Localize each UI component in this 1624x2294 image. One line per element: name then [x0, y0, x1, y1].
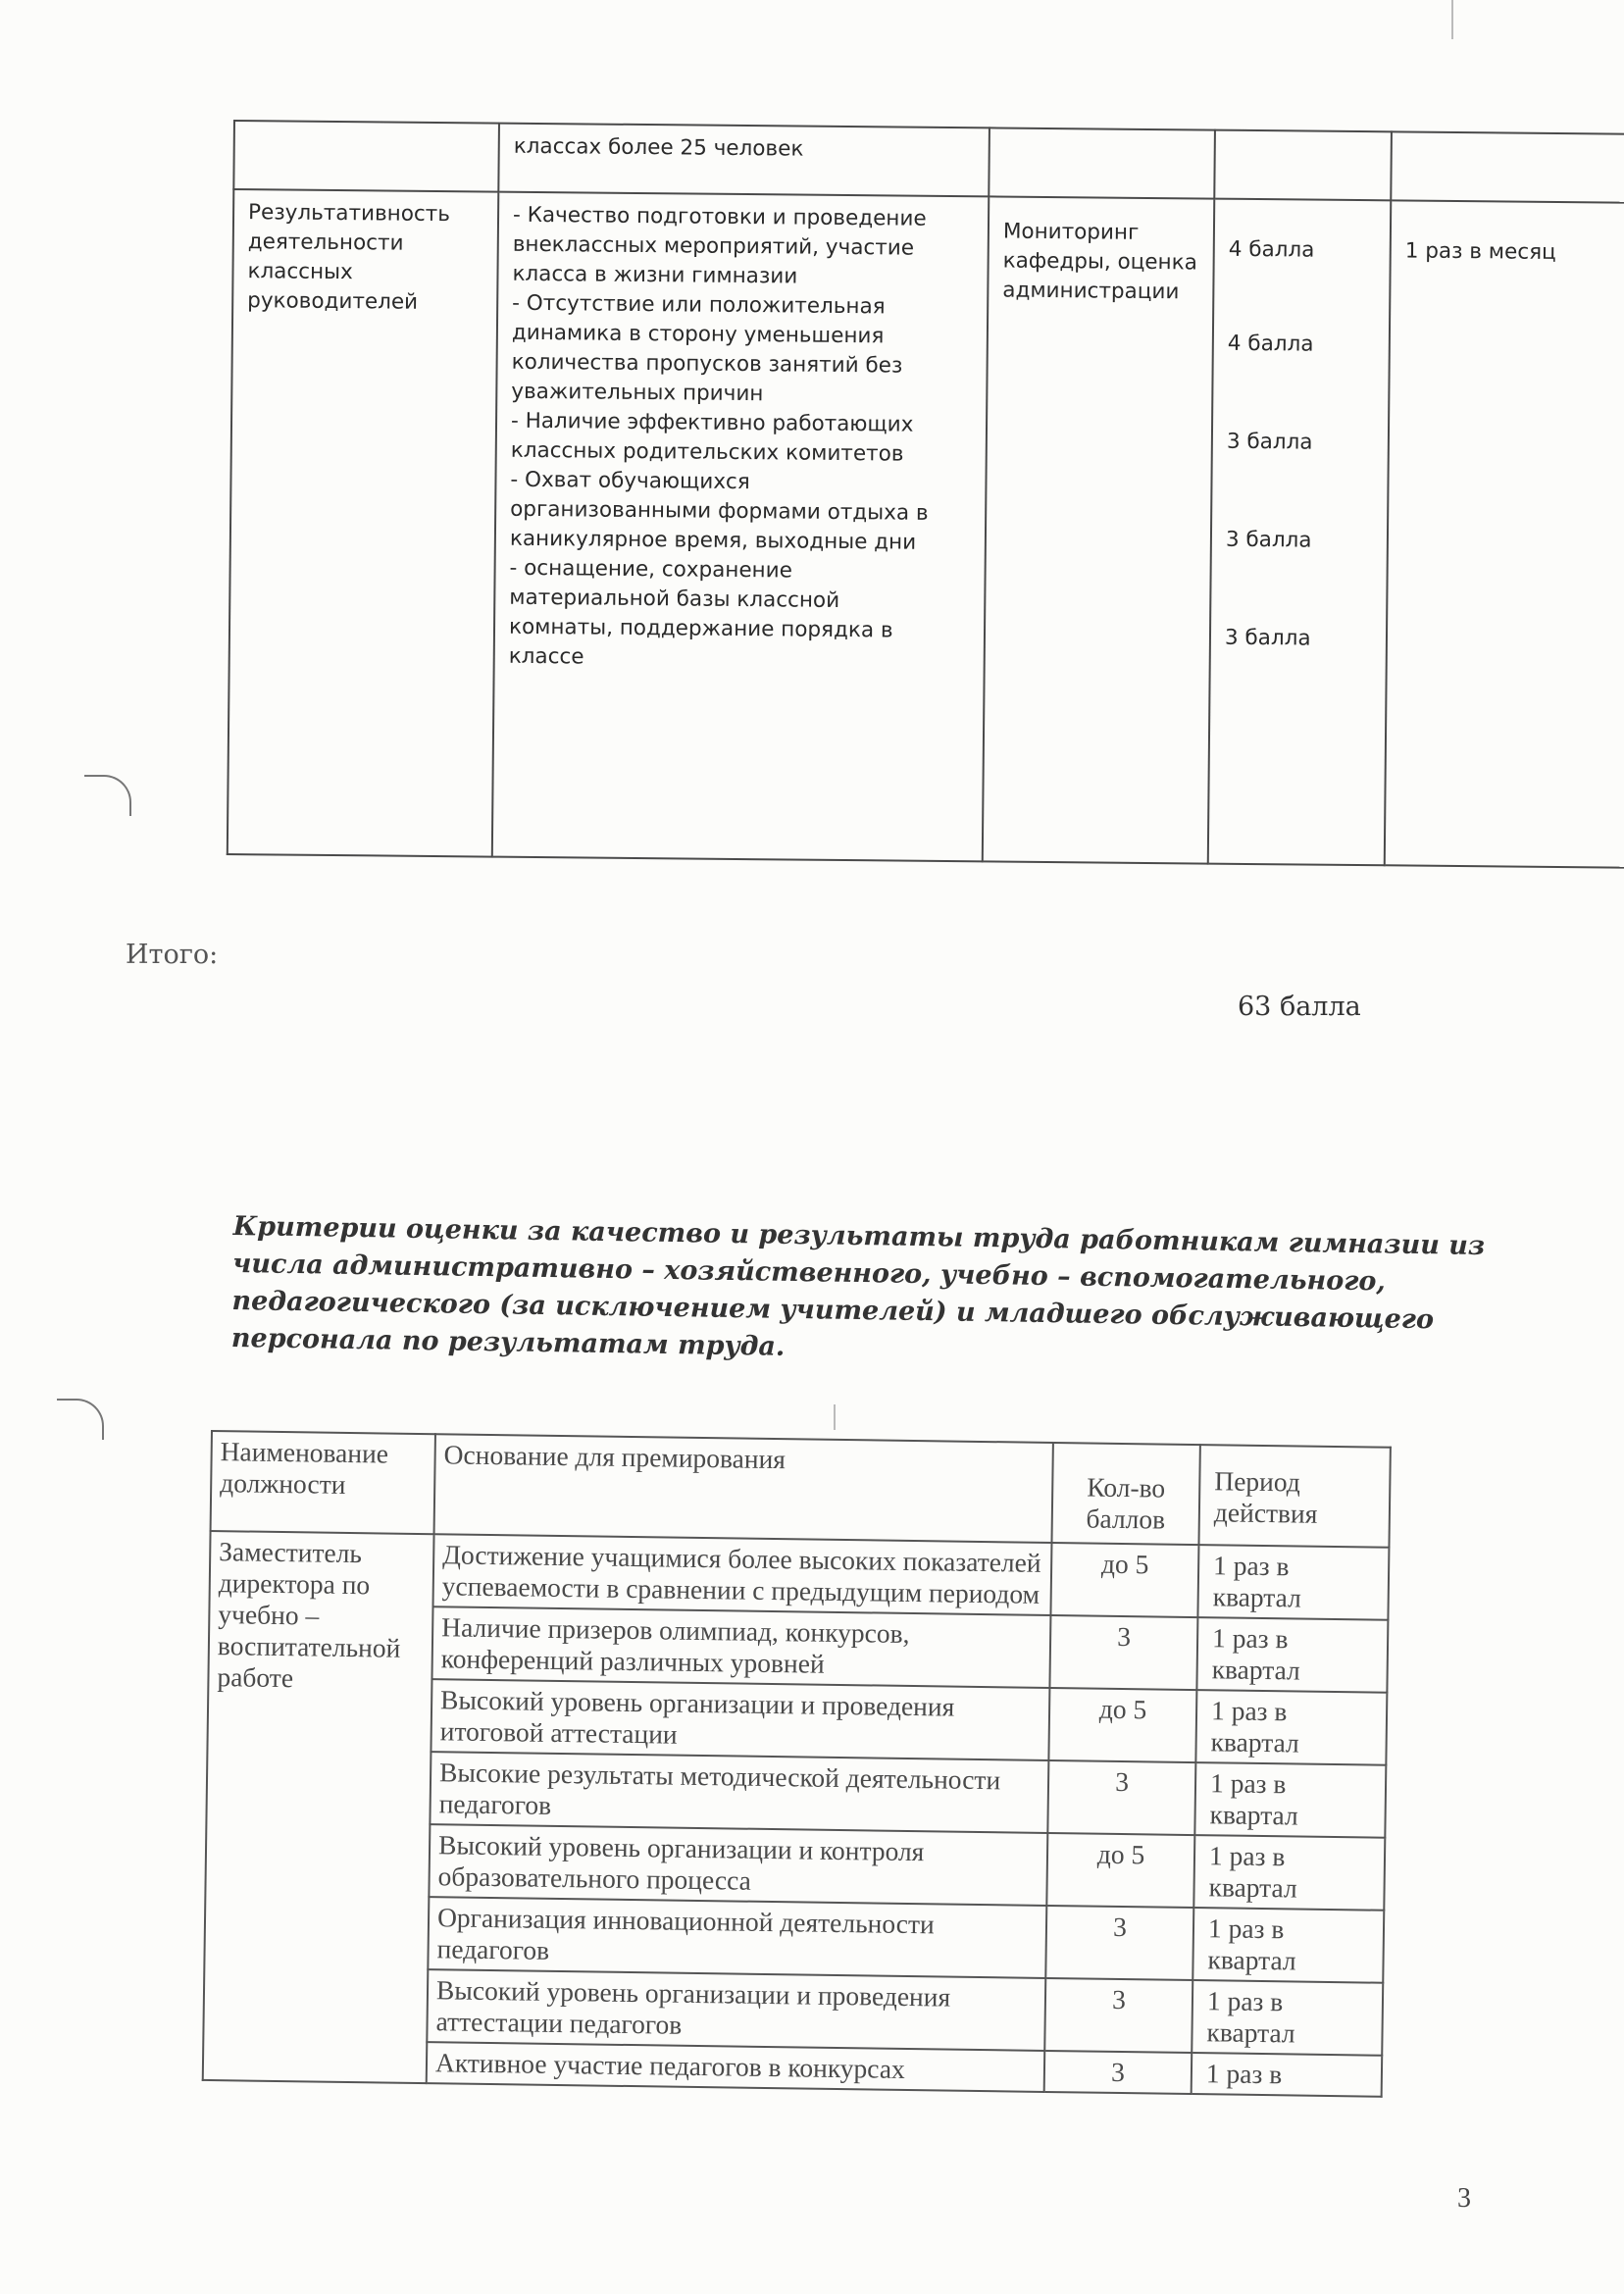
- table-header-row: [211, 1431, 1391, 1548]
- section-heading: Критерии оценки за качество и результаты труда работникам гимназии из числа административно – хозяйственного, учебно – вспомогательного, педагогического (за исключением учителей) и младшего обслуживающего персонала по результатам труда.: [230, 1210, 1486, 1362]
- criteria-line: - Качество подготовки и проведение: [512, 202, 927, 231]
- table-row: [210, 1531, 1390, 1620]
- scan-edge-line: [1451, 0, 1453, 39]
- points-value: 3 балла: [1224, 625, 1311, 651]
- criteria-line: классе: [508, 643, 584, 670]
- header-points: Кол-во баллов: [1051, 1443, 1199, 1545]
- criteria-line: уважительных причин: [511, 379, 764, 407]
- table-row: [228, 189, 1624, 868]
- criteria-line: организованными формами отдыха в: [510, 496, 929, 526]
- basis-cell: Высокий уровень организации и контроля образовательного процесса: [429, 1824, 1047, 1906]
- points-value: 4 балла: [1227, 331, 1314, 357]
- period-cell: 1 раз в квартал: [1196, 1617, 1388, 1693]
- period-cell: 1 раз в квартал: [1192, 1980, 1383, 2056]
- period-cell: 1 раз в квартал: [1195, 1690, 1387, 1765]
- criteria-line: материальной базы классной: [509, 585, 840, 613]
- criteria-line: - Отсутствие или положительная: [512, 290, 886, 320]
- criteria-line: комнаты, поддержание порядка в: [508, 614, 893, 643]
- criteria-line: - оснащение, сохранение: [509, 555, 793, 584]
- period-cell: 1 раз в месяц: [1385, 200, 1624, 867]
- points-cell: до 5: [1048, 1688, 1196, 1762]
- period-cell: 1 раз в квартал: [1193, 1835, 1385, 1911]
- criteria-cell: классах более 25 человек: [498, 124, 990, 197]
- basis-cell: Активное участие педагогов в конкурсах: [427, 2042, 1045, 2092]
- basis-cell: Организация инновационной деятельности педагогов: [428, 1897, 1046, 1978]
- points-cell: 3: [1047, 1760, 1195, 1835]
- criteria-table-class-teachers: [227, 120, 1624, 869]
- criteria-line: - Наличие эффективно работающих: [510, 408, 914, 437]
- total-value: 63 балла: [1238, 992, 1361, 1022]
- basis-cell: Наличие призеров олимпиад, конкурсов, конференций различных уровней: [431, 1606, 1050, 1688]
- criteria-table-staff: [202, 1430, 1392, 2098]
- points-cell: до 5: [1050, 1543, 1198, 1617]
- criteria-line: классных родительских комитетов: [510, 437, 904, 467]
- page-number: 3: [1457, 2183, 1471, 2214]
- header-position: Наименование должности: [211, 1431, 435, 1534]
- header-period: Период действия: [1198, 1445, 1390, 1548]
- basis-cell: Высокие результаты методической деятельности педагогов: [430, 1752, 1048, 1833]
- total-label: Итого:: [126, 940, 219, 970]
- indicator-cell: Результативность деятельности классных руководителей: [228, 189, 498, 857]
- source-cell: [989, 127, 1215, 198]
- points-cell: [1208, 199, 1391, 866]
- points-value: 4 балла: [1228, 236, 1315, 263]
- punch-hole-mark: [57, 1399, 104, 1440]
- criteria-line: количества пропусков занятий без: [511, 349, 903, 379]
- points-cell: 3: [1044, 1978, 1193, 2053]
- basis-cell: Достижение учащимися более высоких показателей успеваемости в сравнении с предыдущим периодом: [433, 1534, 1052, 1615]
- period-cell: [1391, 131, 1624, 202]
- scan-mark: [834, 1404, 836, 1430]
- criteria-line: внеклассных мероприятий, участие: [512, 231, 915, 261]
- points-cell: 3: [1045, 1906, 1193, 1980]
- criteria-line: - Охват обучающихся: [510, 467, 750, 495]
- points-cell: до 5: [1046, 1833, 1194, 1908]
- period-cell: 1 раз в квартал: [1193, 1908, 1384, 1983]
- source-cell: Мониторинг кафедры, оценка администрации: [983, 196, 1214, 863]
- criteria-line: каникулярное время, выходные дни: [509, 526, 917, 555]
- header-basis: Основание для премирования: [434, 1434, 1053, 1543]
- position-cell: Заместитель директора по учебно – воспитательной работе: [203, 1531, 434, 2083]
- punch-hole-mark: [84, 775, 131, 816]
- period-cell: 1 раз в: [1192, 2053, 1383, 2097]
- points-cell: 3: [1049, 1615, 1197, 1690]
- basis-cell: Высокий уровень организации и проведения аттестации педагогов: [427, 1969, 1045, 2051]
- period-cell: 1 раз в квартал: [1197, 1545, 1389, 1620]
- points-value: 3 балла: [1226, 429, 1313, 455]
- criteria-line: динамика в сторону уменьшения: [511, 320, 885, 349]
- criteria-cell: [492, 192, 989, 862]
- indicator-cell: [233, 121, 499, 192]
- period-cell: 1 раз в квартал: [1194, 1762, 1386, 1838]
- points-cell: 3: [1044, 2051, 1193, 2094]
- basis-cell: Высокий уровень организации и проведения итоговой аттестации: [431, 1679, 1049, 1760]
- points-value: 3 балла: [1225, 527, 1312, 553]
- points-cell: [1214, 130, 1392, 201]
- criteria-line: класса в жизни гимназии: [512, 261, 798, 289]
